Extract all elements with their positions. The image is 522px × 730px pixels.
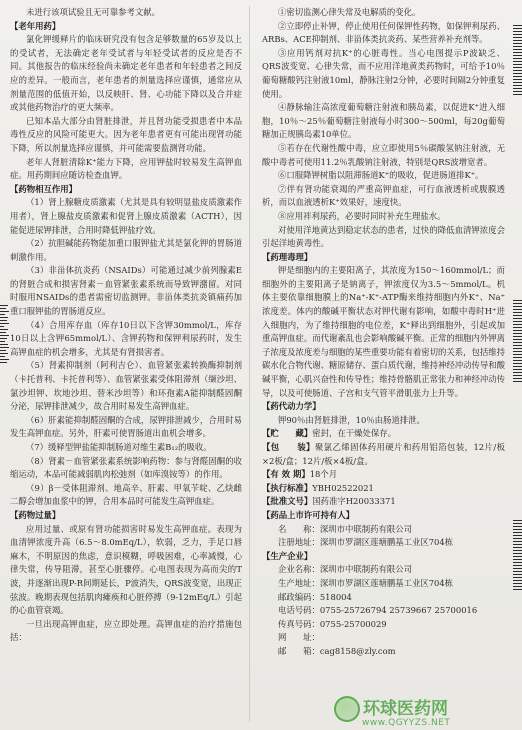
overdose-heading: 【药物过量】 — [10, 509, 61, 520]
treatment-step: ②立即停止补钾，停止使用任何保钾性药物，如保钾利尿药、ARBs、ACE抑制剂、非甾体类抗炎药、某些营养补充剂等。 — [262, 20, 505, 45]
treatment-note: 对使用洋地黄达到稳定状态的患者，过快的降低血清钾浓度会引起洋地黄毒性。 — [262, 224, 505, 249]
globe-logo-icon — [334, 696, 360, 722]
drug-interactions-heading: 【药物相互作用】 — [10, 183, 77, 194]
interaction-item: （1）肾上腺糖皮质激素（尤其是具有较明显盐皮质激素作用者），肾上腺盐皮质激素和促肾上腺皮质激素（ACTH），因能促进尿钾排泄，合用时降低钾盐疗效。 — [10, 197, 242, 235]
storage-value: 密封，在干燥处保存。 — [312, 428, 396, 439]
treatment-step: ④静脉输注高浓度葡萄糖注射液和胰岛素，以促进K⁺进入细胞，10％～25％葡萄糖注射液每小时300～500ml，每20g葡萄糖加正规胰岛素10单位。 — [262, 102, 505, 140]
standard-value: YBH02522021 — [312, 482, 374, 493]
approval-value: 国药准字H20033371 — [312, 496, 396, 507]
interaction-item: （4）合用库存血（库存10日以下含钾30mmol/L，库存10日以上含钾65mmol/L）、含钾药物和保钾利尿药时，发生高钾血症的机会增多，尤其是有肾损害者。 — [10, 319, 242, 357]
elderly-use-heading: 【老年用药】 — [10, 20, 61, 31]
postal-code-row — [262, 591, 505, 605]
overdose-paragraph: 应用过量、或原有肾功能损害时易发生高钾血症。表现为血清钾浓度升高（6.5～8.0mEq/L），软弱，乏力，手足口唇麻木，不明原因的焦虑，意识模糊，呼吸困难，心率减慢，心律失常，传导阻滞，甚至心脏骤停。心电图表现为高而尖的T波，并逐渐出现P-R间期延长，P波消失，QRS波变宽，出现正弦波。晚期表现包括肌肉瘫痪和心脏停搏（9-12mEq/L）引起的心血管衰竭。 — [10, 523, 242, 616]
treatment-step: ⑥口服降钾树脂以阻滞肠道K⁺的吸收，促进肠道排K⁺。 — [277, 170, 484, 181]
interaction-item: （2）抗胆碱能药物能加重口服钾盐尤其是氯化钾的胃肠道刺激作用。 — [10, 238, 242, 262]
website-label: 网 址： — [277, 632, 320, 643]
treatment-step: ⑧应用袢利尿药，必要时同时补充生理盐水。 — [277, 210, 446, 221]
watermark-brand: 环球医药网 — [363, 699, 448, 719]
pharmacokinetics-heading: 【药代动力学】 — [262, 401, 321, 412]
right-column — [262, 6, 505, 659]
intro-note: 未进行该项试验且无可靠参考文献。 — [25, 7, 160, 17]
left-barcode-strip — [0, 305, 9, 365]
mah-heading: 【药品上市许可持有人】 — [262, 509, 355, 520]
right-barcode-strip-middle — [513, 300, 522, 384]
mah-name-label: 名 称： — [277, 523, 320, 534]
elderly-use-paragraph: 已知本品大部分由肾脏排泄，并且肾功能受损患者中本品毒性反应的风险可能更大。因为老年患者更有可能出现肾功能下降，所以剂量选择应谨慎，并可能需要监测肾功能。 — [10, 115, 242, 153]
interaction-item: （9）β－受体阻滞剂、地高辛、肝素、甲氧苄啶、乙炔雌二醇会增加血浆中的钾，合用本品时可能发生高钾血症。 — [10, 482, 242, 507]
manufacturer-name-row — [262, 563, 505, 577]
mah-address-row — [262, 536, 505, 550]
telephone-row — [262, 604, 505, 618]
email-label: 邮 箱： — [277, 645, 320, 656]
standard-row — [262, 482, 505, 496]
fax-label: 传真号码： — [277, 618, 320, 629]
email-row — [262, 645, 505, 659]
treatment-step: ⑦伴有肾功能衰竭的严重高钾血症，可行血液透析或腹膜透析，而以血液透析K⁺效果好，速度快。 — [262, 183, 505, 208]
package-row — [262, 441, 505, 468]
interaction-item: （3）非甾体抗炎药（NSAIDs）可能通过减少前列腺素E的肾脏合成和损害肾素－血管紧张素系统而导致钾潴留。对同时服用NSAIDs的患者需密切监测钾。非甾体类抗炎镇痛药加重口服钾盐的胃肠道反应。 — [10, 265, 242, 317]
left-column — [10, 6, 242, 645]
pharmacology-paragraph: 钾是细胞内的主要阳离子，其浓度为150～160mmol/L；而细胞外的主要阳离子是钠离子，钾浓度仅为3.5～5mmol/L。机体主要依靠细胞膜上的Na⁺-K⁺-ATP酶来维持细胞内外K⁺、Na⁺浓度差。体内的酸碱平衡状态对钾代谢有影响，如酸中毒时H⁺进入细胞内，为了维持细胞的电位差，K⁺释出到细胞外，引起或加重高钾血症。而代谢紊乱也会影响酸碱平衡。正常的细胞内外钾离子浓度及浓度差与细胞的某些重要功能有着密切的关系，包括维持碳水化合物代谢、糖原储存、蛋白质代谢，维持神经冲动传导和酸碱平衡，心肌兴奋性和传导性；维持骨骼肌正常张力和神经冲动传导，以及可使肠道、子宫和支气管平滑肌张力上升等。 — [262, 265, 505, 398]
manufacturer-address-row — [262, 577, 505, 591]
manufacturer-address-label: 生产地址： — [277, 577, 320, 588]
mah-address-value: 深圳市罗湖区莲塘鹏基工业区704栋 — [319, 537, 454, 548]
mah-name-row — [262, 523, 505, 537]
postal-code-label: 邮政编码： — [277, 591, 320, 602]
mah-address-label: 注册地址： — [277, 537, 320, 548]
manufacturer-name-value: 深圳市中联制药有限公司 — [319, 564, 412, 575]
approval-row — [262, 495, 505, 509]
elderly-use-paragraph: 老年人肾脏清除K⁺能力下降，应用钾盐时较易发生高钾血症。用药期间应随访检查血钾。 — [10, 156, 242, 181]
manufacturer-name-label: 企业名称： — [277, 564, 320, 575]
validity-label: 【有 效 期】 — [262, 469, 310, 480]
approval-label: 【批准文号】 — [262, 496, 313, 507]
website-row — [262, 631, 505, 645]
telephone-label: 电话号码： — [277, 605, 320, 616]
site-watermark — [334, 694, 518, 728]
pharmacokinetics-paragraph: 钾90％由肾脏排泄，10％由肠道排泄。 — [277, 414, 425, 425]
storage-row — [262, 427, 505, 441]
interaction-item: （7）缓释型钾盐能抑制肠道对维生素B₁₂的吸收。 — [25, 442, 212, 452]
interaction-item: （8）肾素－血管紧张素系统影响药物：参与肾醛固酮的收缩运动，本品可能减弱肌肉松弛剂（如库溴铵等）的作用。 — [10, 455, 242, 480]
watermark-url: www.QGYYZS.NET — [362, 718, 451, 728]
mah-name-value: 深圳市中联制药有限公司 — [319, 523, 412, 534]
right-barcode-strip-bottom — [513, 520, 522, 592]
package-value: 聚氯乙烯固体药用硬片和药用铝箔包装，12片/板×2板/盒；12片/板×4板/盒。 — [262, 442, 506, 466]
standard-label: 【执行标准】 — [262, 482, 313, 493]
manufacturer-address-value: 深圳市罗湖区莲塘鹏基工业区704栋 — [319, 577, 454, 588]
treatment-step: ①密切监测心律失常及电解质的变化。 — [277, 7, 421, 17]
email-value: cag8158@zly.com — [319, 645, 396, 656]
manufacturer-heading: 【生产企业】 — [262, 550, 313, 561]
treatment-step: ③应用钙剂对抗K⁺的心脏毒性。当心电图提示P波缺乏、QRS波变宽、心律失常，而不应用洋地黄类药物时，可给予10％葡萄糖酸钙注射液10ml，静脉注射2分钟，必要时间隔2分钟重复使用。 — [262, 47, 505, 99]
fax-row — [262, 618, 505, 632]
interaction-item: （5）肾素抑制剂（阿利吉仑）、血管紧张素转换酶抑制剂（卡托普利、卡托普利等）、血管紧张素受体阻滞剂（缬沙坦、氯沙坦钾、坎地沙坦、替米沙坦等）和环孢素A能抑制醛固酮分泌，尿钾排泄减少，故合用时易发生高钾血症。 — [10, 360, 242, 412]
storage-label: 【贮 藏】 — [262, 428, 313, 439]
elderly-use-paragraph: 氯化钾缓释片的临床研究没有包含足够数量的65岁及以上的受试者，无法确定老年受试者与年轻受试者的反应是否不同。其他报告的临床经验尚未确定老年患者和年轻患者之间反应的差异。一般而言，老年患者的剂量选择应谨慎，通常应从剂量范围的低值开始，以反映肝、肾、心功能下降以及合并症或其他药物治疗的更大频率。 — [10, 34, 242, 113]
fax-value: 0755-25700029 — [319, 618, 387, 629]
telephone-value: 0755-25726794 25739667 25700016 — [319, 605, 478, 616]
column-divider — [249, 6, 250, 722]
interaction-item: （6）肝素能抑制醛固酮的合成，尿钾排泄减少，合用时易发生高钾血症。另外，肝素可使胃肠道出血机会增多。 — [10, 414, 242, 439]
validity-row — [262, 468, 505, 482]
package-label: 【包 装】 — [262, 442, 315, 452]
pharmacology-heading: 【药理毒理】 — [262, 251, 313, 262]
overdose-paragraph: 一旦出现高钾血症，应立即处理。高钾血症的治疗措施包括： — [10, 618, 242, 643]
validity-value: 18个月 — [309, 469, 338, 480]
treatment-step: ⑤若存在代谢性酸中毒，应立即使用5％碳酸氢钠注射液，无酸中毒者可使用11.2％乳酸钠注射液，特别是QRS波增宽者。 — [262, 142, 505, 167]
postal-code-value: 518004 — [319, 591, 352, 602]
right-barcode-strip-top — [513, 25, 522, 97]
